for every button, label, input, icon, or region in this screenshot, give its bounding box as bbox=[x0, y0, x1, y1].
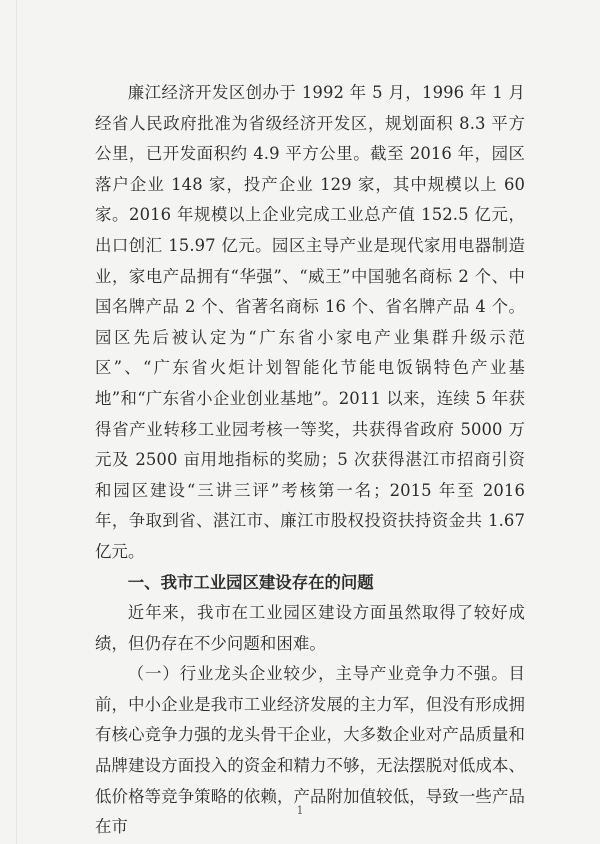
page-number: 1 bbox=[296, 804, 304, 817]
paragraph-overview: 近年来，我市在工业园区建设方面虽然取得了较好成绩，但仍存在不少问题和困难。 bbox=[95, 603, 525, 653]
section-heading: 一、我市工业园区建设存在的问题 bbox=[127, 572, 374, 592]
scan-edge-line bbox=[16, 0, 17, 844]
document-body bbox=[95, 78, 525, 843]
paragraph-intro: 廉江经济开发区创办于 1992 年 5 月，1996 年 1 月经省人民政府批准为省级经济开发区，规划面积 8.3 平方公里，已开发面积约 4.9 平方公里。截至 2016 年，园区落户企业 148 家，投产企业 129 家，其中规模以上 60 家。2016 年规模以上企业完成工业总产值 152.5 亿元，出口创汇 15.97 亿元。园区主导产业是现代家用电器制造业，家电产品拥有“华强”、“威王”中国驰名商标 2 个、中国名牌产品 2 个、省著名商标 16 个、省名牌产品 4 个。园区先后被认定为“广东省小家电产业集群升级示范区”、“广东省火炬计划智能化节能电饭锅特色产业基地”和“广东省小企业创业基地”。2011 以来，连续 5 年获得省产业转移工业园考核一等奖，共获得省政府 5000 万元及 2500 亩用地指标的奖励；5 次获得湛江市招商引资和园区建设“三讲三评”考核第一名；2015 年至 2016 年，争取到省、湛江市、廉江市股权投资扶持资金共 1.67 亿元。 bbox=[95, 83, 525, 561]
paragraph-issue-one: （一）行业龙头企业较少，主导产业竞争力不强。目前，中小企业是我市工业经济发展的主力军，但没有形成拥有核心竞争力强的龙头骨干企业，大多数企业对产品质量和品牌建设方面投入的资金和精力不够，无法摆脱对低成本、低价格等竞争策略的依赖，产品附加值较低，导致一些产品在市 bbox=[95, 664, 525, 837]
